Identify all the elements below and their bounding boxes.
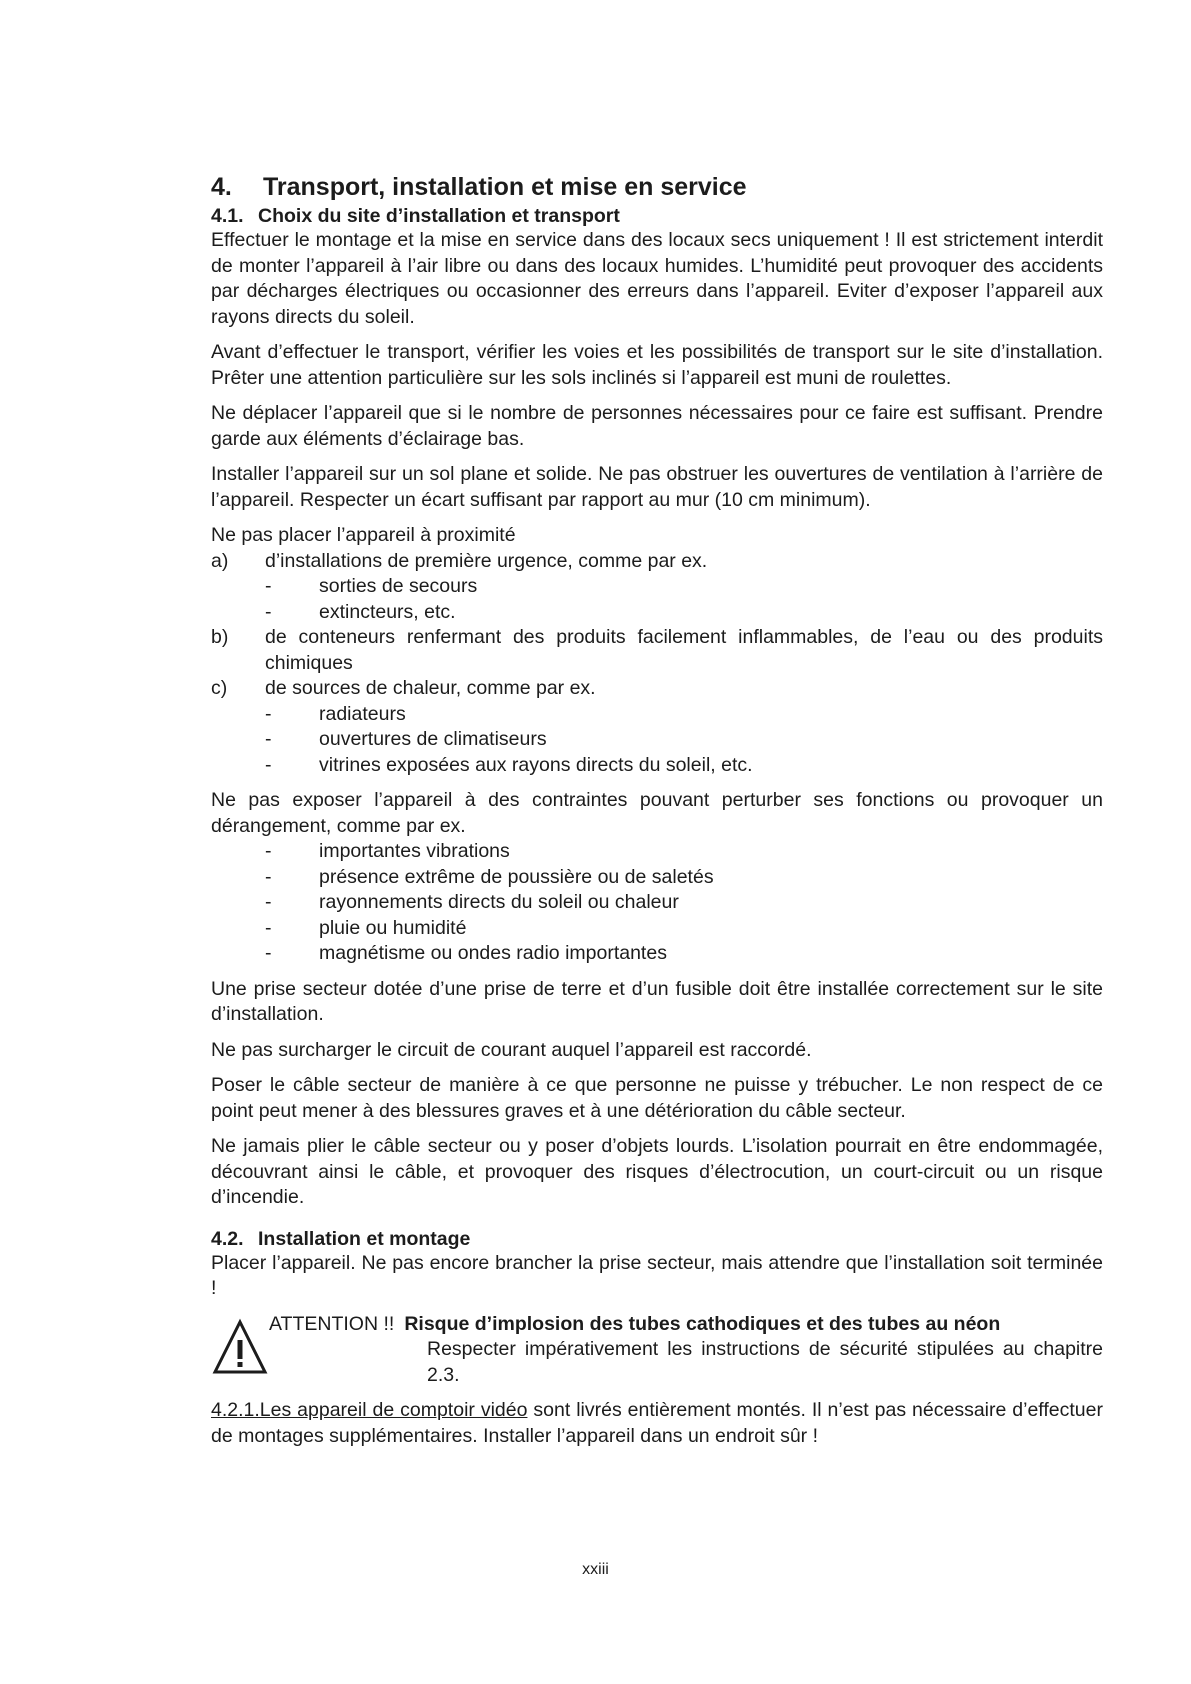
section-title: Transport, installation et mise en service bbox=[263, 173, 747, 201]
paragraph: Installer l’appareil sur un sol plane et solide. Ne pas obstruer les ouvertures de ventilation à l’arrière de l’appareil. Respecter un écart suffisant par rapport au mur (10 cm minimum). bbox=[211, 463, 1103, 511]
paragraph: Placer l’appareil. Ne pas encore brancher la prise secteur, mais attendre que l’installation soit terminée ! bbox=[211, 1251, 1103, 1299]
item-letter: a) bbox=[211, 549, 229, 572]
attention-text: Respecter impérativement les instructions de sécurité stipulées au chapitre 2.3. bbox=[427, 1338, 1103, 1386]
page-number: xxiii bbox=[582, 1561, 609, 1578]
item-letter: b) bbox=[211, 626, 229, 648]
attention-heading bbox=[269, 1312, 1103, 1338]
attention-label: ATTENTION !! bbox=[269, 1312, 395, 1335]
subsection-heading-4-1 bbox=[211, 204, 1103, 228]
list-item: - rayonnements directs du soleil ou chaleur bbox=[265, 891, 679, 913]
paragraph-4-2-1 bbox=[211, 1398, 1103, 1449]
list-item: - extincteurs, etc. bbox=[265, 600, 456, 623]
list-item: - radiateurs bbox=[265, 702, 406, 725]
list-item: - présence extrême de poussière ou de saletés bbox=[265, 865, 714, 888]
section-heading bbox=[211, 172, 1103, 202]
underlined-lead: 4.2.1.Les appareil de comptoir vidéo bbox=[211, 1399, 528, 1421]
list-item: - sorties de secours bbox=[265, 575, 478, 597]
constraints-list bbox=[211, 839, 1103, 967]
attention-title: Risque d’implosion des tubes cathodiques et des tubes au néon bbox=[404, 1312, 1001, 1335]
attention-box bbox=[211, 1312, 1103, 1389]
warning-triangle-icon bbox=[211, 1318, 269, 1378]
list-item: - magnétisme ou ondes radio importantes bbox=[265, 942, 667, 964]
paragraph: Ne pas surcharger le circuit de courant auquel l’appareil est raccordé. bbox=[211, 1038, 812, 1061]
item-letter: c) bbox=[211, 677, 228, 699]
document-page bbox=[211, 172, 1103, 1459]
bullet-list-c bbox=[211, 702, 1103, 779]
subsection-number: 4.2. bbox=[211, 1227, 244, 1250]
list-item-b bbox=[211, 625, 1103, 676]
list-item-c bbox=[211, 676, 1103, 702]
item-text: de conteneurs renfermant des produits facilement inflammables, de l’eau ou des produits chimiques bbox=[265, 626, 1103, 674]
paragraph: Avant d’effectuer le transport, vérifier les voies et les possibilités de transport sur le site d’installation. Prêter une attention particulière sur les sols inclinés si l’appareil est muni de roulettes. bbox=[211, 341, 1103, 389]
bullet-list-a bbox=[211, 574, 1103, 625]
list-item: - pluie ou humidité bbox=[265, 916, 467, 939]
list-item: - vitrines exposées aux rayons directs du soleil, etc. bbox=[265, 753, 753, 776]
paragraph: Effectuer le montage et la mise en service dans des locaux secs uniquement ! Il est strictement interdit de monter l’appareil à l’air libre ou dans des locaux humides. L’humidité peut provoquer des accidents par décharges électriques ou occasionner des erreurs dans l’appareil. Eviter d’exposer l’appareil aux rayons directs du soleil. bbox=[211, 229, 1103, 328]
subsection-title: Installation et montage bbox=[258, 1227, 471, 1250]
section-number: 4. bbox=[211, 173, 232, 201]
proximity-intro: Ne pas placer l’appareil à proximité bbox=[211, 524, 516, 546]
subsection-heading-4-2 bbox=[211, 1227, 1103, 1251]
item-text: de sources de chaleur, comme par ex. bbox=[265, 677, 596, 699]
paragraph: Ne jamais plier le câble secteur ou y poser d’objets lourds. L’isolation pourrait en être endommagée, découvrant ainsi le câble, et provoquer des risques d’électrocution, un court-circuit ou un risque d’incendie. bbox=[211, 1135, 1103, 1208]
subsection-number: 4.1. bbox=[211, 205, 244, 227]
paragraph: Poser le câble secteur de manière à ce que personne ne puisse y trébucher. Le non respect de ce point peut mener à des blessures graves et à une détérioration du câble secteur. bbox=[211, 1074, 1103, 1122]
subsection-title: Choix du site d’installation et transport bbox=[258, 205, 620, 227]
list-item: - importantes vibrations bbox=[265, 840, 510, 862]
list-item: - ouvertures de climatiseurs bbox=[265, 728, 547, 750]
paragraph: Ne déplacer l’appareil que si le nombre de personnes nécessaires pour ce faire est suffisant. Prendre garde aux éléments d’éclairage bas. bbox=[211, 402, 1103, 450]
paragraph-rest: sont livrés entièrement montés. Il n’est pas nécessaire d’effectuer de montages supplémentaires. Installer l’appareil dans un endroit sûr ! bbox=[211, 1399, 1103, 1447]
list-item-a bbox=[211, 549, 1103, 575]
paragraph: Une prise secteur dotée d’une prise de terre et d’un fusible doit être installée correctement sur le site d’installation. bbox=[211, 977, 1103, 1025]
item-text: d’installations de première urgence, comme par ex. bbox=[265, 549, 708, 572]
constraints-intro: Ne pas exposer l’appareil à des contraintes pouvant perturber ses fonctions ou provoquer un dérangement, comme par ex. bbox=[211, 789, 1103, 837]
